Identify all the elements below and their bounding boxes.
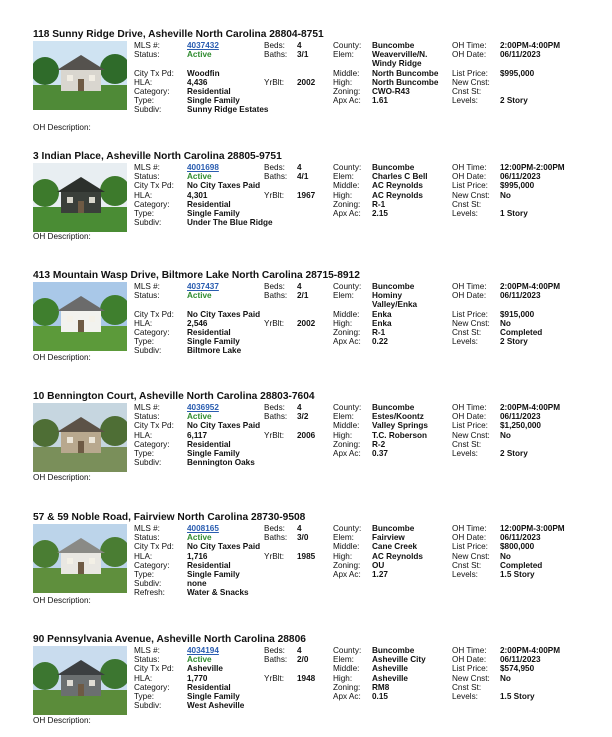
zoning-label: Zoning:: [333, 439, 361, 449]
levels-label: Levels:: [452, 570, 478, 579]
county-label: County:: [333, 282, 362, 291]
elem-label: Elem:: [333, 172, 354, 182]
levels-label: Levels:: [452, 692, 478, 701]
high-label: High:: [333, 190, 353, 200]
beds-label: Beds:: [264, 524, 285, 533]
newcnst-label: New Cnst:: [452, 551, 490, 561]
beds-label: Beds:: [264, 403, 285, 412]
high-value: AC Reynolds: [372, 551, 423, 561]
mls-value[interactable]: 4034194: [187, 646, 219, 655]
zoning-value: OU: [372, 560, 385, 570]
listprice-label: List Price:: [452, 309, 488, 319]
citytax-value: No City Taxes Paid: [187, 421, 261, 431]
beds-label: Beds:: [264, 282, 285, 291]
levels-label: Levels:: [452, 337, 478, 347]
hla-value: 1,770: [187, 673, 208, 683]
county-value: Buncombe: [372, 282, 415, 291]
cnstst-value: Completed: [500, 328, 543, 337]
subdiv-label: Subdiv:: [134, 105, 162, 115]
ohdate-value: 06/11/2023: [500, 172, 541, 182]
middle-value: Asheville: [372, 664, 408, 674]
listprice-label: List Price:: [452, 68, 488, 78]
listprice-value: $995,000: [500, 181, 535, 191]
type-label: Type:: [134, 96, 155, 106]
high-value: Enka: [372, 318, 392, 328]
category-value: Residential: [187, 439, 231, 449]
apxac-value: 0.15: [372, 692, 388, 701]
subdiv-value: Biltmore Lake: [187, 346, 242, 356]
baths-value: 3/0: [297, 533, 309, 543]
apxac-label: Apx Ac:: [333, 209, 361, 218]
listing-address-title: 57 & 59 Noble Road, Fairview North Carolina 28730-9508: [33, 512, 306, 523]
beds-value: 4: [297, 41, 302, 50]
apxac-label: Apx Ac:: [333, 692, 361, 701]
status-label: Status:: [134, 50, 160, 60]
subdiv-value: West Asheville: [187, 701, 245, 711]
yrblt-value: 1967: [297, 190, 316, 200]
elem-value: Hominy Valley/Enka: [372, 291, 418, 310]
ohtime-value: 2:00PM-4:00PM: [500, 282, 561, 291]
yrblt-label: YrBlt:: [264, 77, 285, 87]
zoning-value: RM8: [372, 682, 390, 692]
middle-value: Enka: [372, 309, 392, 319]
cnstst-label: Cnst St:: [452, 682, 482, 692]
ohtime-value: 12:00PM-3:00PM: [500, 524, 565, 533]
levels-value: 1.5 Story: [500, 692, 535, 701]
cnstst-label: Cnst St:: [452, 87, 482, 96]
elem-label: Elem:: [333, 412, 354, 422]
category-label: Category:: [134, 560, 170, 570]
newcnst-label: New Cnst:: [452, 430, 490, 440]
baths-label: Baths:: [264, 412, 288, 422]
type-label: Type:: [134, 570, 155, 579]
listprice-label: List Price:: [452, 421, 488, 431]
baths-label: Baths:: [264, 291, 288, 301]
subdiv-value: Sunny Ridge Estates: [187, 105, 269, 115]
apxac-label: Apx Ac:: [333, 337, 361, 347]
elem-value: Asheville City: [372, 655, 426, 665]
beds-value: 4: [297, 646, 302, 655]
county-label: County:: [333, 163, 362, 172]
status-value: Active: [187, 50, 212, 60]
ohtime-value: 12:00PM-2:00PM: [500, 163, 565, 172]
listing-address-title: 10 Bennington Court, Asheville North Carolina 28803-7604: [33, 391, 315, 402]
listprice-label: List Price:: [452, 542, 488, 552]
ohtime-value: 2:00PM-4:00PM: [500, 41, 561, 50]
zoning-value: R-1: [372, 199, 386, 209]
elem-label: Elem:: [333, 291, 354, 301]
listing-photo: [33, 524, 127, 593]
elem-value: Weaverville/N. Windy Ridge: [372, 50, 428, 69]
category-value: Residential: [187, 87, 231, 96]
citytax-value: Asheville: [187, 664, 223, 674]
mls-label: MLS #:: [134, 41, 160, 50]
oh-description-label: OH Description:: [33, 596, 91, 605]
beds-label: Beds:: [264, 163, 285, 172]
category-label: Category:: [134, 87, 170, 96]
apxac-label: Apx Ac:: [333, 96, 361, 106]
mls-value[interactable]: 4036952: [187, 403, 219, 412]
yrblt-label: YrBlt:: [264, 318, 285, 328]
high-value: Asheville: [372, 673, 408, 683]
zoning-label: Zoning:: [333, 87, 361, 96]
citytax-value: No City Taxes Paid: [187, 181, 261, 191]
ohtime-label: OH Time:: [452, 163, 487, 172]
newcnst-label: New Cnst:: [452, 673, 490, 683]
subdiv-value: Bennington Oaks: [187, 458, 255, 468]
listprice-value: $995,000: [500, 68, 535, 78]
baths-label: Baths:: [264, 50, 288, 60]
high-label: High:: [333, 673, 353, 683]
listing-photo: [33, 163, 127, 232]
listing-address-title: 3 Indian Place, Asheville North Carolina 28805-9751: [33, 151, 282, 162]
yrblt-label: YrBlt:: [264, 190, 285, 200]
citytax-value: Woodfin: [187, 68, 220, 78]
apxac-value: 0.22: [372, 337, 388, 347]
middle-value: Cane Creek: [372, 542, 418, 552]
ohtime-value: 2:00PM-4:00PM: [500, 403, 561, 412]
ohtime-label: OH Time:: [452, 41, 487, 50]
type-value: Single Family: [187, 449, 240, 458]
ohdate-label: OH Date:: [452, 172, 487, 182]
levels-value: 1.5 Story: [500, 570, 535, 579]
subdiv-label: Subdiv:: [134, 458, 162, 468]
elem-value: Fairview: [372, 533, 405, 543]
status-value: Active: [187, 172, 212, 182]
apxac-label: Apx Ac:: [333, 449, 361, 458]
yrblt-value: 2002: [297, 77, 316, 87]
high-value: T.C. Roberson: [372, 430, 428, 440]
ohdate-value: 06/11/2023: [500, 412, 541, 422]
ohdate-label: OH Date:: [452, 412, 487, 422]
listprice-value: $574,950: [500, 664, 535, 674]
elem-label: Elem:: [333, 655, 354, 665]
county-label: County:: [333, 524, 362, 533]
zoning-value: R-2: [372, 439, 386, 449]
ohdate-value: 06/11/2023: [500, 291, 541, 301]
mls-value[interactable]: 4037432: [187, 41, 219, 50]
apxac-value: 1.27: [372, 570, 388, 579]
mls-value[interactable]: 4037437: [187, 282, 219, 291]
high-label: High:: [333, 77, 353, 87]
ohtime-label: OH Time:: [452, 403, 487, 412]
status-value: Active: [187, 291, 212, 301]
levels-value: 1 Story: [500, 209, 528, 218]
levels-label: Levels:: [452, 449, 478, 458]
yrblt-value: 1948: [297, 673, 316, 683]
newcnst-label: New Cnst:: [452, 77, 490, 87]
type-label: Type:: [134, 449, 155, 458]
high-label: High:: [333, 318, 353, 328]
beds-value: 4: [297, 524, 302, 533]
status-label: Status:: [134, 172, 160, 182]
baths-label: Baths:: [264, 655, 288, 665]
zoning-label: Zoning:: [333, 682, 361, 692]
type-value: Single Family: [187, 209, 240, 218]
apxac-value: 0.37: [372, 449, 388, 458]
yrblt-value: 2002: [297, 318, 316, 328]
subdiv-label: Subdiv:: [134, 579, 162, 589]
hla-value: 4,436: [187, 77, 208, 87]
elem-label: Elem:: [333, 533, 354, 543]
baths-value: 2/1: [297, 291, 309, 301]
yrblt-value: 1985: [297, 551, 316, 561]
middle-label: Middle:: [333, 181, 360, 191]
type-label: Type:: [134, 337, 155, 347]
high-label: High:: [333, 430, 353, 440]
county-value: Buncombe: [372, 524, 415, 533]
baths-value: 2/0: [297, 655, 309, 665]
listing-address-title: 413 Mountain Wasp Drive, Biltmore Lake North Carolina 28715-8912: [33, 270, 360, 281]
yrblt-label: YrBlt:: [264, 430, 285, 440]
yrblt-label: YrBlt:: [264, 673, 285, 683]
newcnst-value: No: [500, 318, 511, 328]
oh-description-label: OH Description:: [33, 353, 91, 362]
listprice-value: $915,000: [500, 309, 535, 319]
yrblt-value: 2006: [297, 430, 316, 440]
newcnst-value: No: [500, 190, 511, 200]
middle-value: North Buncombe: [372, 68, 439, 78]
newcnst-value: No: [500, 430, 511, 440]
ohtime-label: OH Time:: [452, 646, 487, 655]
beds-value: 4: [297, 163, 302, 172]
category-value: Residential: [187, 560, 231, 570]
middle-value: AC Reynolds: [372, 181, 423, 191]
elem-label: Elem:: [333, 50, 354, 60]
baths-value: 3/1: [297, 50, 309, 60]
oh-description-label: OH Description:: [33, 123, 91, 132]
status-label: Status:: [134, 533, 160, 543]
high-value: North Buncombe: [372, 77, 439, 87]
county-value: Buncombe: [372, 646, 415, 655]
citytax-value: No City Taxes Paid: [187, 309, 261, 319]
levels-value: 2 Story: [500, 96, 528, 106]
category-label: Category:: [134, 199, 170, 209]
county-label: County:: [333, 403, 362, 412]
ohdate-value: 06/11/2023: [500, 533, 541, 543]
hla-value: 6,117: [187, 430, 208, 440]
type-label: Type:: [134, 209, 155, 218]
county-label: County:: [333, 41, 362, 50]
hla-label: HLA:: [134, 430, 153, 440]
levels-value: 2 Story: [500, 449, 528, 458]
ohdate-label: OH Date:: [452, 50, 487, 60]
newcnst-value: No: [500, 673, 511, 683]
cnstst-value: Completed: [500, 560, 543, 570]
listing-photo: [33, 403, 127, 472]
category-value: Residential: [187, 328, 231, 337]
listing-photo: [33, 646, 127, 715]
baths-label: Baths:: [264, 533, 288, 543]
newcnst-label: New Cnst:: [452, 318, 490, 328]
levels-label: Levels:: [452, 209, 478, 218]
county-value: Buncombe: [372, 163, 415, 172]
levels-label: Levels:: [452, 96, 478, 106]
listing-address-title: 118 Sunny Ridge Drive, Asheville North Carolina 28804-8751: [33, 29, 324, 40]
listing-photo: [33, 282, 127, 351]
status-value: Active: [187, 655, 212, 665]
subdiv-label: Subdiv:: [134, 218, 162, 228]
type-label: Type:: [134, 692, 155, 701]
mls-label: MLS #:: [134, 646, 160, 655]
cnstst-label: Cnst St:: [452, 199, 482, 209]
listprice-value: $800,000: [500, 542, 535, 552]
ohtime-label: OH Time:: [452, 282, 487, 291]
baths-value: 3/2: [297, 412, 309, 422]
zoning-label: Zoning:: [333, 328, 361, 337]
status-value: Active: [187, 533, 212, 543]
zoning-label: Zoning:: [333, 199, 361, 209]
subdiv-value: Under The Blue Ridge: [187, 218, 273, 228]
ohdate-label: OH Date:: [452, 291, 487, 301]
ohdate-label: OH Date:: [452, 655, 487, 665]
mls-label: MLS #:: [134, 524, 160, 533]
elem-value: Estes/Koontz: [372, 412, 424, 422]
status-label: Status:: [134, 412, 160, 422]
high-value: AC Reynolds: [372, 190, 423, 200]
hla-label: HLA:: [134, 318, 153, 328]
mls-label: MLS #:: [134, 163, 160, 172]
mls-label: MLS #:: [134, 403, 160, 412]
citytax-label: City Tx Pd:: [134, 664, 174, 674]
zoning-value: CWO-R43: [372, 87, 410, 96]
beds-label: Beds:: [264, 41, 285, 50]
type-value: Single Family: [187, 96, 240, 106]
citytax-label: City Tx Pd:: [134, 309, 174, 319]
cnstst-label: Cnst St:: [452, 560, 482, 570]
hla-label: HLA:: [134, 673, 153, 683]
mls-label: MLS #:: [134, 282, 160, 291]
hla-value: 1,716: [187, 551, 208, 561]
middle-label: Middle:: [333, 542, 360, 552]
hla-label: HLA:: [134, 551, 153, 561]
oh-description-label: OH Description:: [33, 716, 91, 725]
hla-label: HLA:: [134, 190, 153, 200]
middle-label: Middle:: [333, 664, 360, 674]
beds-value: 4: [297, 403, 302, 412]
hla-value: 4,301: [187, 190, 208, 200]
citytax-value: No City Taxes Paid: [187, 542, 261, 552]
middle-label: Middle:: [333, 309, 360, 319]
type-value: Single Family: [187, 692, 240, 701]
citytax-label: City Tx Pd:: [134, 542, 174, 552]
listing-address-title: 90 Pennsylvania Avenue, Asheville North Carolina 28806: [33, 634, 306, 645]
status-label: Status:: [134, 655, 160, 665]
baths-label: Baths:: [264, 172, 288, 182]
category-value: Residential: [187, 682, 231, 692]
middle-label: Middle:: [333, 421, 360, 431]
ohdate-value: 06/11/2023: [500, 50, 541, 60]
county-value: Buncombe: [372, 403, 415, 412]
zoning-value: R-1: [372, 328, 386, 337]
status-value: Active: [187, 412, 212, 422]
county-label: County:: [333, 646, 362, 655]
elem-value: Charles C Bell: [372, 172, 428, 182]
oh-description-label: OH Description:: [33, 473, 91, 482]
mls-value[interactable]: 4008165: [187, 524, 219, 533]
high-label: High:: [333, 551, 353, 561]
middle-label: Middle:: [333, 68, 360, 78]
apxac-value: 2.15: [372, 209, 388, 218]
category-value: Residential: [187, 199, 231, 209]
listing-photo: [33, 41, 127, 110]
beds-label: Beds:: [264, 646, 285, 655]
beds-value: 4: [297, 282, 302, 291]
apxac-value: 1.61: [372, 96, 388, 106]
subdiv-label: Subdiv:: [134, 346, 162, 356]
apxac-label: Apx Ac:: [333, 570, 361, 579]
zoning-label: Zoning:: [333, 560, 361, 570]
cnstst-label: Cnst St:: [452, 328, 482, 337]
listprice-label: List Price:: [452, 181, 488, 191]
middle-value: Valley Springs: [372, 421, 428, 431]
type-value: Single Family: [187, 570, 240, 579]
newcnst-value: No: [500, 551, 511, 561]
refresh-label: Refresh:: [134, 588, 165, 598]
cnstst-label: Cnst St:: [452, 439, 482, 449]
citytax-label: City Tx Pd:: [134, 68, 174, 78]
citytax-label: City Tx Pd:: [134, 181, 174, 191]
baths-value: 4/1: [297, 172, 309, 182]
ohtime-label: OH Time:: [452, 524, 487, 533]
category-label: Category:: [134, 439, 170, 449]
refresh-value: Water & Snacks: [187, 588, 249, 598]
ohtime-value: 2:00PM-4:00PM: [500, 646, 561, 655]
levels-value: 2 Story: [500, 337, 528, 347]
newcnst-label: New Cnst:: [452, 190, 490, 200]
oh-description-label: OH Description:: [33, 232, 91, 241]
category-label: Category:: [134, 328, 170, 337]
type-value: Single Family: [187, 337, 240, 347]
hla-label: HLA:: [134, 77, 153, 87]
county-value: Buncombe: [372, 41, 415, 50]
ohdate-value: 06/11/2023: [500, 655, 541, 665]
subdiv-label: Subdiv:: [134, 701, 162, 711]
hla-value: 2,546: [187, 318, 208, 328]
citytax-label: City Tx Pd:: [134, 421, 174, 431]
listprice-label: List Price:: [452, 664, 488, 674]
ohdate-label: OH Date:: [452, 533, 487, 543]
yrblt-label: YrBlt:: [264, 551, 285, 561]
subdiv-value: none: [187, 579, 207, 589]
mls-value[interactable]: 4001698: [187, 163, 219, 172]
listprice-value: $1,250,000: [500, 421, 541, 431]
status-label: Status:: [134, 291, 160, 301]
category-label: Category:: [134, 682, 170, 692]
